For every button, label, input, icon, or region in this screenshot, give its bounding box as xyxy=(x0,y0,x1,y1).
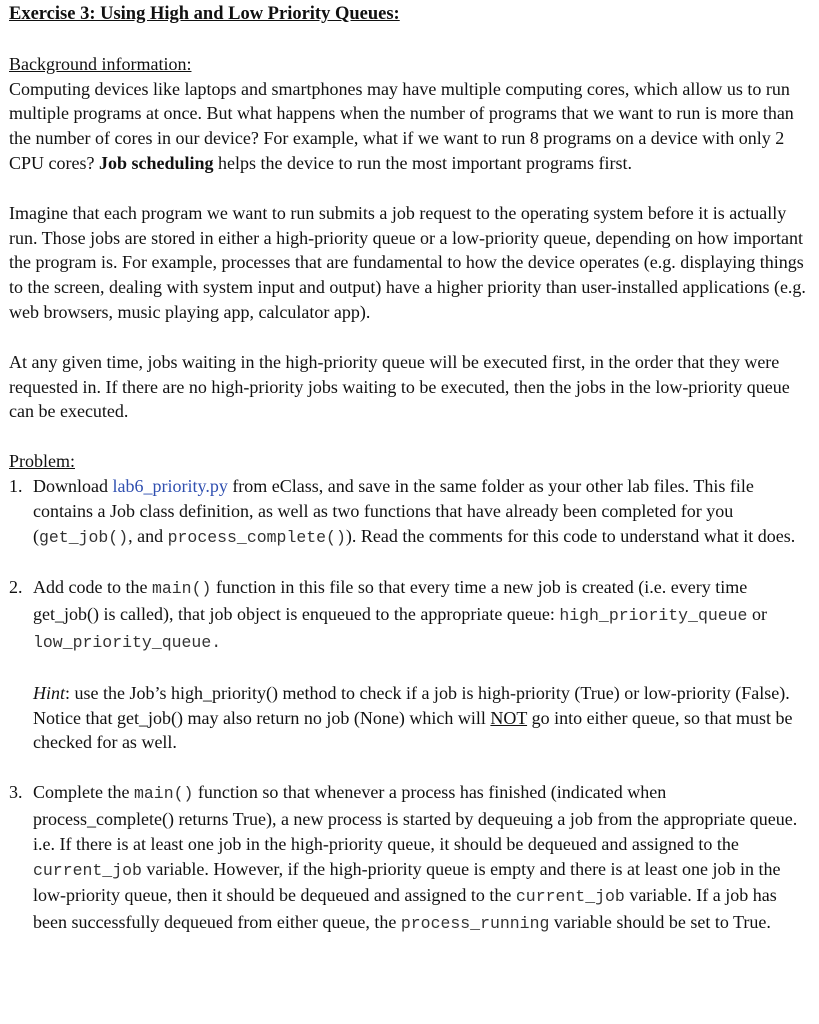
background-p1-text-b: helps the device to run the most important programs first. xyxy=(213,152,632,173)
lab6-priority-link[interactable]: lab6_priority.py xyxy=(112,475,228,496)
code-current-job: current_job xyxy=(515,887,625,907)
item-number: 2. xyxy=(9,577,23,598)
background-paragraph-1 xyxy=(9,77,809,176)
item2-text: Add code to the xyxy=(33,577,152,598)
spacer xyxy=(9,755,809,780)
item1-text: from eClass, and save in the same folder as your other lab files. This file contains a Job class definition, as well as two functions that have already been completed for you ( xyxy=(33,475,754,546)
item2-text: function in this file so that every time a new job is created (i.e. every time get_job() is called), that job object is enqueued to the appropriate queue: xyxy=(33,577,748,625)
code-process-running: process_running xyxy=(400,914,550,934)
code-get-job: get_job() xyxy=(39,527,129,547)
item3-text: Complete the xyxy=(33,782,134,803)
background-paragraph-3: At any given time, jobs waiting in the high-priority queue will be executed first, in the order that they were requested in. If there are no high-priority jobs waiting to be executed, then the jobs in the low-priority queue can be executed. xyxy=(9,351,790,422)
item3-text: function so that whenever a process has finished (indicated when process_complete() returns True), a new process is started by dequeuing a job from the appropriate queue. i.e. If there is at least one job in the high-priority queue, it should be dequeued and assigned to the xyxy=(33,782,798,854)
problem-item-1 xyxy=(9,474,809,550)
problem-item-2 xyxy=(9,575,809,755)
item-number: 3. xyxy=(9,782,23,803)
problem-item-3 xyxy=(9,780,809,937)
exercise-title: Exercise 3: Using High and Low Priority Queues: xyxy=(9,4,400,24)
item1-text: Download xyxy=(33,475,113,496)
item3-text: variable. However, if the high-priority queue is empty and there is at least one job in the low-priority queue, then it should be dequeued and assigned to the xyxy=(33,858,781,906)
item3-text: variable should be set to True. xyxy=(549,912,771,933)
code-high-priority-queue: high_priority_queue xyxy=(559,606,748,626)
code-low-priority-queue: low_priority_queue. xyxy=(33,632,222,652)
hint-label: Hint xyxy=(33,682,66,703)
item1-text: ). Read the comments for this code to understand what it does. xyxy=(345,525,796,546)
code-main: main() xyxy=(151,579,212,599)
background-heading: Background information: xyxy=(9,53,192,74)
not-emphasis: NOT xyxy=(490,707,528,728)
hint-paragraph xyxy=(33,681,809,755)
item3-text: variable. If a job has been successfully dequeued from either queue, the xyxy=(33,885,777,933)
background-paragraph-2: Imagine that each program we want to run submits a job request to the operating system before it is actually run. Those jobs are stored in either a high-priority queue or a low-priority queue, depending on how important the program is. For example, processes that are fundamental to how the device operates (e.g. displaying things to the screen, dealing with system input and output) have a higher priority than user-installed applications (e.g. web browsers, music playing app, calculator app). xyxy=(9,202,806,322)
background-p1-text-a: Computing devices like laptops and smartphones may have multiple computing cores, which allow us to run multiple programs at once. But what happens when the number of programs that we want to run is more than the number of cores in our device? For example, what if we want to run 8 programs on a device with only 2 CPU cores? xyxy=(9,78,794,173)
spacer xyxy=(9,550,809,575)
document-page xyxy=(9,2,809,937)
hint-text: go into either queue, so that must be checked for as well. xyxy=(33,707,793,753)
code-main: main() xyxy=(133,784,194,804)
item-number: 1. xyxy=(9,475,23,496)
code-current-job: current_job xyxy=(33,860,142,880)
problem-heading: Problem: xyxy=(9,451,75,472)
hint-text: : use the Job’s high_priority() method to check if a job is high-priority (True) or low-priority (False). Notice that get_job() may also return no job (None) which will xyxy=(33,682,790,728)
job-scheduling-term: Job scheduling xyxy=(98,152,214,173)
item1-text: , and xyxy=(128,525,168,546)
code-process-complete: process_complete() xyxy=(167,527,346,547)
item2-text: or xyxy=(747,604,767,625)
problem-list xyxy=(9,474,809,937)
